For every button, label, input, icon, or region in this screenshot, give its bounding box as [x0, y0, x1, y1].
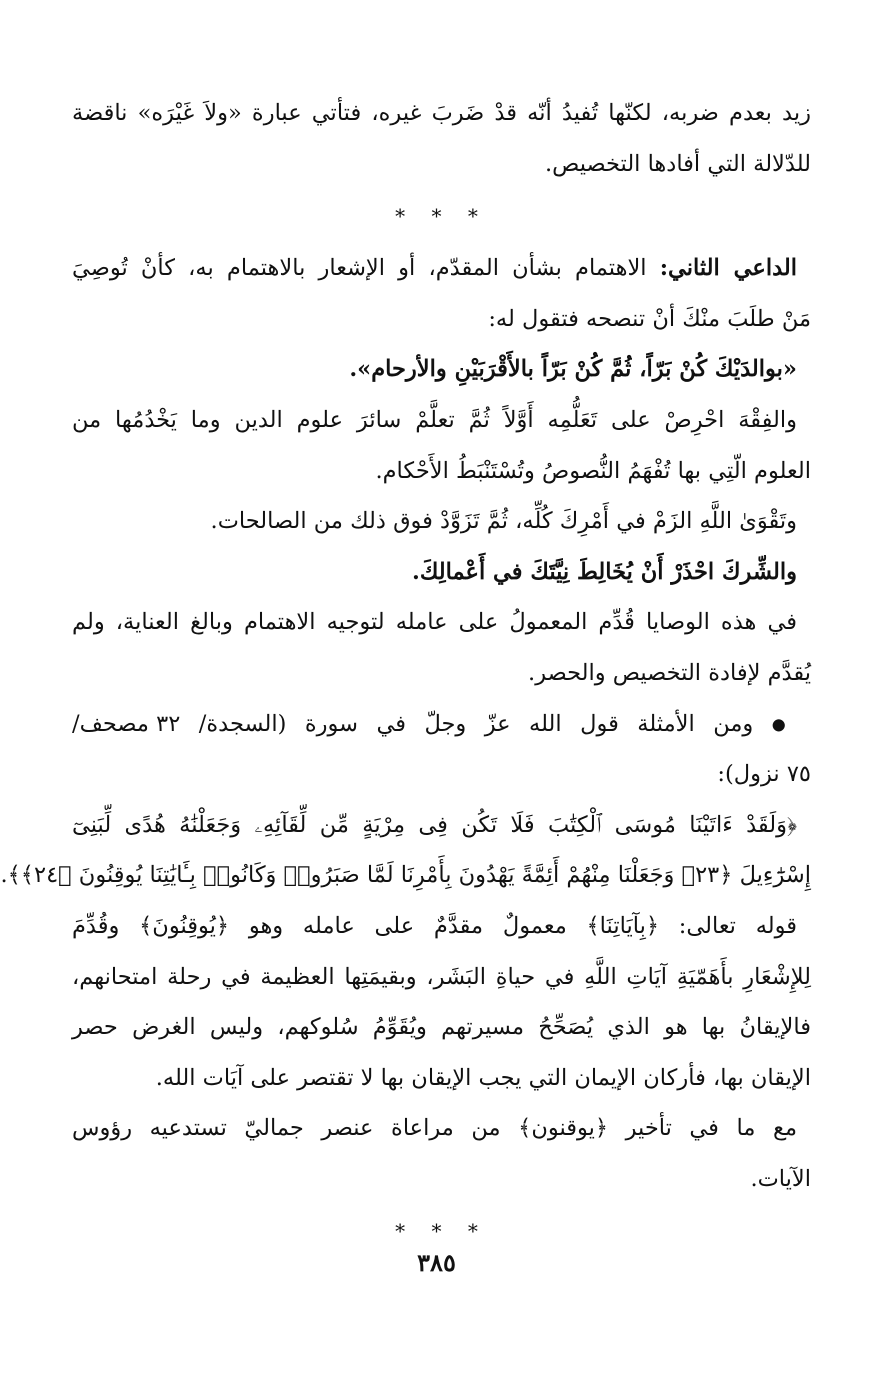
text-line [72, 648, 811, 699]
text-line [72, 547, 811, 598]
text-line [72, 800, 811, 851]
line-text: الآيات. [750, 1165, 811, 1192]
line-text: ومن الأمثلة قول الله عزّ وجلّ في سورة (السجدة/ ٣٢ مصحف/ [72, 710, 772, 737]
section-separator: * * * [395, 1219, 488, 1244]
line-text: والشِّركَ احْذَرْ أَنْ يُخَالِطَ نِيَّتَكَ في أَعْمالِكَ. [412, 558, 797, 585]
text-line [72, 597, 811, 648]
text-line [72, 395, 811, 446]
line-text: مع ما في تأخير ﴿يوقنون﴾ من مراعاة عنصر جماليّ تستدعيه رؤوس [72, 1115, 797, 1142]
line-text: زيد بعدم ضربه، لكنّها تُفيدُ أنّه قدْ ضَربَ غيره، فتأتي عبارة «ولاَ غَيْرَه» ناقضة [72, 100, 811, 126]
line-text: إِسْرَٰٓءِيلَ ﴿٢٣﴾ وَجَعَلْنَا مِنْهُمْ أَئِمَّةً يَهْدُونَ بِأَمْرِنَا لَمَّا صَبَرُوا۟ وَكَانُوا۟ بِـَٔايَٰتِنَا يُوقِنُونَ ﴿٢٤﴾﴾. [0, 862, 811, 889]
line-text: في هذه الوصايا قُدِّم المعمولُ على عامله لتوجيه الاهتمام وبالغ العناية، ولم [72, 609, 797, 636]
page-body [0, 88, 811, 1258]
text-line [72, 446, 811, 497]
text-line [72, 344, 811, 395]
page-number: ٣٨٥ [417, 1248, 456, 1277]
line-text: والفِقْهَ احْرِصْ على تَعَلُّمِه أَوَّلاً ثُمَّ تعلَّمْ سائرَ علوم الدين وما يَخْدُمُها من [72, 406, 797, 433]
section-separator: * * * [395, 204, 488, 229]
text-line [72, 901, 811, 952]
text-line [72, 88, 811, 139]
section-label: الداعي الثاني: [659, 255, 797, 282]
text-line [72, 496, 811, 547]
text-line [72, 749, 811, 800]
line-text: مَنْ طلَبَ منْكَ أنْ تنصحه فتقول له: [488, 305, 811, 332]
line-text: للدّلالة التي أفادها التخصيص. [544, 150, 811, 177]
text-line [72, 952, 811, 1003]
text-line [72, 1154, 811, 1205]
text-line [72, 1103, 811, 1154]
line-text: وتَقْوَىٰ اللَّهِ الزَمْ في أَمْرِكَ كُلِّه، ثُمَّ تَزَوَّدْ فوق ذلك من الصالحات. [210, 508, 797, 535]
line-text: الإيقان بها، فأركان الإيمان التي يجب الإيقان بها لا تقتصر على آيَات الله. [155, 1064, 811, 1091]
text-line [72, 1002, 811, 1053]
bullet-icon: ● [771, 714, 797, 734]
line-text: قوله تعالى: ﴿بِآيَاتِنَا﴾ معمولٌ مقدَّمٌ على عامله وهو ﴿يُوقِنُونَ﴾ وقُدِّمَ [72, 912, 797, 939]
text-line [72, 139, 811, 190]
line-text: العلوم الّتِي بها تُفْهَمُ النُّصوصُ وتُسْتَنْبَطُ الأَحْكام. [375, 457, 811, 484]
text-line [72, 243, 811, 294]
line-text: لِلإِشْعَارِ بأَهَمّيَةِ آيَاتِ اللَّهِ في حياةِ البَشَر، وبقيمَتِها العظيمة في رحلة امتحانهم، [72, 963, 811, 990]
line-text: «بوالدَيْكَ كُنْ بَرّاً، ثُمَّ كُنْ بَرّاً بالأَقْرَبَيْنِ والأرحام». [349, 356, 797, 383]
line-text: ٧٥ نزول): [717, 761, 811, 788]
text-line [0, 850, 811, 901]
line-text: الاهتمام بشأن المقدّم، أو الإشعار بالاهتمام به، كأنْ تُوصِيَ [72, 255, 660, 282]
text-line [72, 699, 811, 750]
text-line [72, 294, 811, 345]
line-text: فالإيقانُ بها هو الذي يُصَحِّحُ مسيرتهم ويُقَوِّمُ سُلوكهم، وليس الغرض حصر [72, 1014, 811, 1041]
text-line [72, 1053, 811, 1104]
line-text: يُقدَّم لإفادة التخصيص والحصر. [528, 659, 811, 686]
line-text: ﴿وَلَقَدْ ءَاتَيْنَا مُوسَى ٱلْكِتَٰبَ فَلَا تَكُن فِى مِرْيَةٍ مِّن لِّقَآئِهِۦ وَجَعَلْنَٰهُ هُدًى لِّبَنِىٓ [72, 811, 797, 838]
